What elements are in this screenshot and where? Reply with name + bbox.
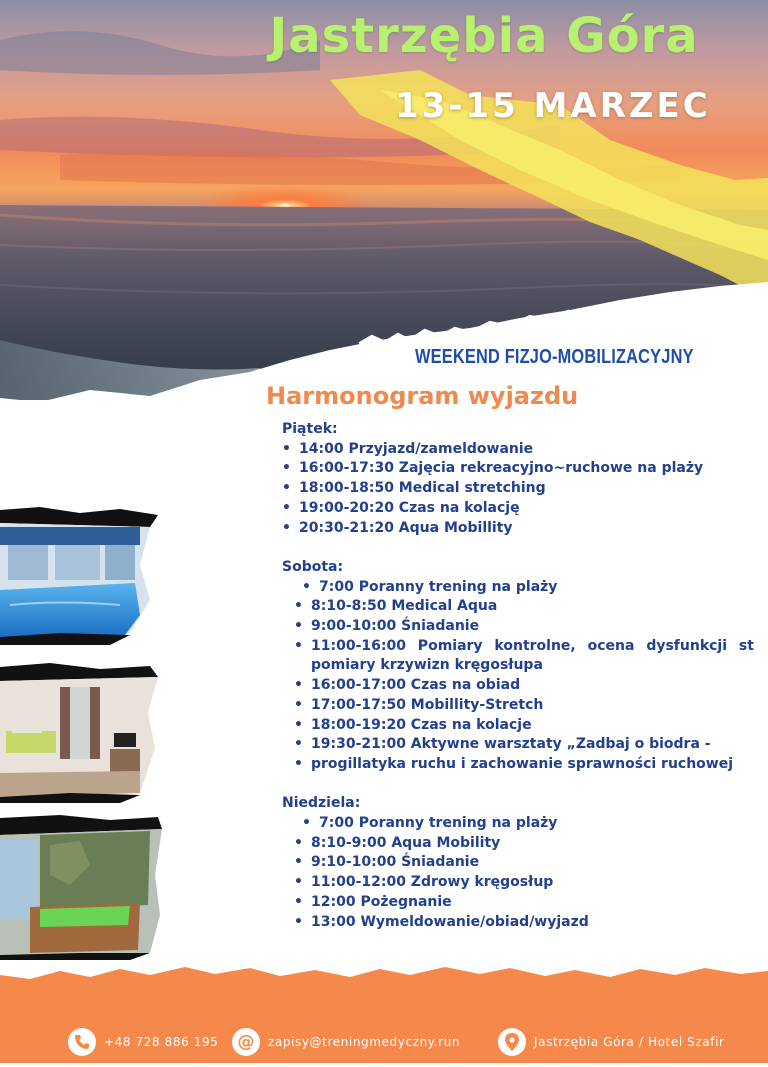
list-item: • 9:10-10:00 Śniadanie (294, 854, 480, 871)
day-title-sunday: Niedziela: (282, 795, 361, 812)
list-item: • 19:30-21:00 Aktywne warsztaty „Zadbaj o biodra - (294, 736, 711, 753)
day-friday (282, 420, 766, 538)
contact-location[interactable] (498, 1024, 725, 1060)
list-item: • 16:00-17:00 Czas na obiad (294, 677, 521, 694)
page-title: Jastrzębia Góra (269, 8, 699, 64)
list-item: • 8:10-9:00 Aqua Mobility (294, 834, 501, 851)
day-title-friday: Piątek: (282, 421, 338, 437)
list-item: • 9:00-10:00 Śniadanie (294, 618, 480, 635)
list-item: • 13:00 Wymeldowanie/obiad/wyjazd (294, 913, 589, 930)
contact-phone[interactable] (68, 1024, 218, 1060)
list-item: • 16:00-17:30 Zajęcia rekreacyjno~ruchowe na plaży (282, 460, 704, 477)
schedule (282, 420, 766, 932)
phone-icon (68, 1028, 96, 1056)
list-item: • 18:00-18:50 Medical stretching (282, 480, 546, 497)
hotel-room-photo (0, 663, 165, 807)
day-sunday (282, 794, 766, 932)
list-item: • 7:00 Poranny trening na plaży (302, 815, 558, 832)
list-item: • 20:30-21:20 Aqua Mobillity (282, 519, 513, 536)
list-item: • 12:00 Pożegnanie (294, 893, 452, 910)
contact-email[interactable] (232, 1024, 460, 1060)
location-text: Jastrzębia Góra / Hotel Szafir (534, 1035, 725, 1049)
event-dates: 13-15 MARZEC (395, 86, 711, 126)
list-item: • 17:00-17:50 Mobillity-Stretch (294, 696, 544, 713)
event-subtitle: WEEKEND FIZJO-MOBILIZACYJNY (415, 346, 694, 368)
list-item: • 8:10-8:50 Medical Aqua (294, 598, 498, 615)
day-title-saturday: Sobota: (282, 558, 344, 575)
list-item: • 11:00-16:00 Pomiary kontrolne, ocena dysfunkcji st (294, 637, 754, 654)
email-address: zapisy@treningmedyczny.run (268, 1035, 461, 1049)
list-item: • 11:00-12:00 Zdrowy kręgosłup (294, 874, 554, 891)
list-item: • 14:00 Przyjazd/zameldowanie (282, 440, 534, 457)
at-sign-icon: @ (232, 1028, 260, 1056)
list-item: • progillatyka ruchu i zachowanie sprawności ruchowej (294, 755, 734, 772)
pool-photo (0, 505, 165, 649)
location-pin-icon (498, 1028, 526, 1056)
schedule-title: Harmonogram wyjazdu (266, 382, 579, 410)
phone-number: +48 728 886 195 (104, 1035, 219, 1049)
list-item: • 7:00 Poranny trening na plaży (302, 578, 558, 595)
list-item: • 19:00-20:20 Czas na kolację (282, 499, 520, 516)
list-item-continued: pomiary krzywizn kręgosłupa (311, 657, 543, 674)
list-item: • 18:00-19:20 Czas na kolacje (294, 716, 532, 733)
day-saturday (282, 558, 766, 775)
jacuzzi-photo (0, 815, 165, 964)
